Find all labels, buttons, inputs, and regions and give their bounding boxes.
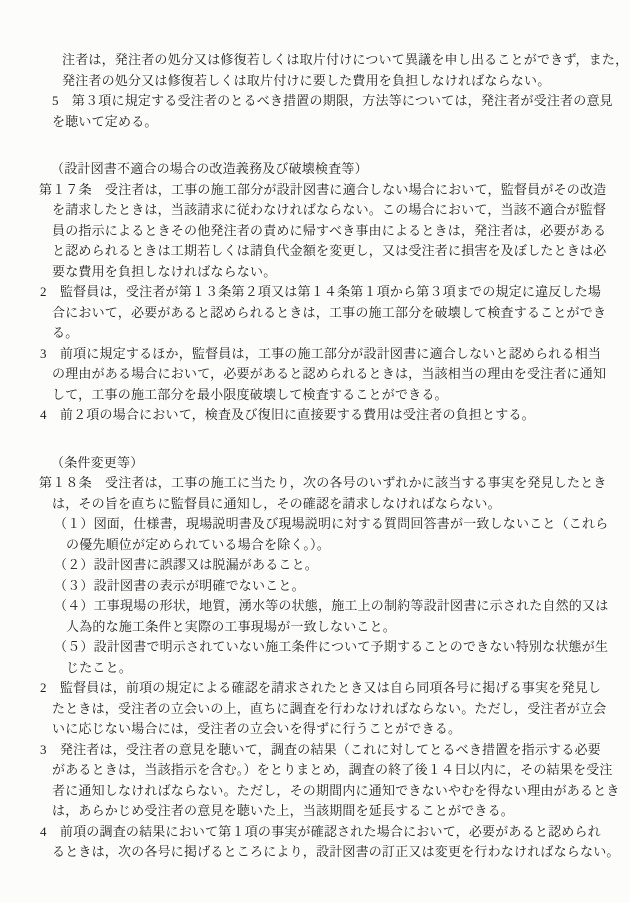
text-line: 3 発注者は，受注者の意見を聴いて，調査の結果（これに対してとるべき措置を指示する必要 [40, 741, 601, 757]
text-line: （条件変更等） [51, 454, 144, 470]
text-line: （５）設計図書で明示されていない施工条件について予期することのできない特別な状態が生 [54, 639, 609, 654]
text-line: 4 前項の調査の結果において第１項の事実が確認された場合において，必要があると認められ [40, 823, 601, 839]
text-line: 人為的な施工条件と実際の工事現場が一致しないこと。 [66, 618, 397, 634]
text-line: たときは，受注者の立会いの上，直ちに調査を行わなければならない。ただし，受注者が立会 [52, 700, 607, 716]
text-line: いに応じない場合には，受注者の立会いを得ずに行うことができる。 [52, 721, 462, 736]
text-line: して，工事の施工部分を最小限度破壊して検査することができる。 [52, 386, 448, 402]
blank-line [0, 426, 630, 453]
text-line: る。 [52, 325, 79, 340]
text-line: があるときは，当該指示を含む。）をとりまとめ，調査の終了後１４日以内に，その結果を受注 [52, 762, 613, 777]
text-line: を請求したときは，当該請求に従わなければならない。この場合において，当該不適合が監督 [52, 202, 607, 217]
text-line: （１）図面，仕様書，現場説明書及び現場説明に対する質問回答書が一致しないこと（これら [54, 516, 609, 531]
text-line: 員の指示によるときその他発注者の責めに帰すべき事由によるときは，発注者は，必要がある [52, 222, 607, 238]
text-line: （２）設計図書に誤謬又は脱漏があること。 [54, 557, 319, 572]
text-line: 者に通知しなければならない。ただし，その期間内に通知できないやむを得ない理由があるとき [52, 782, 620, 798]
text-line: 発注者の処分又は修復若しくは取片付けに要した費用を負担しなければならない。 [62, 72, 551, 88]
text-line: 注者は，発注者の処分又は修復若しくは取片付けについて異議を申し出ることができず，また， [62, 52, 629, 67]
text-line: を聴いて定める。 [52, 113, 158, 129]
text-line: るときは，次の各号に掲げるところにより，設計図書の訂正又は変更を行わなければならない。 [52, 844, 620, 859]
text-line: 要な費用を負担しなければならない。 [52, 263, 277, 279]
text-line: （４）工事現場の形状，地質，湧水等の状態，施工上の制約等設計図書に示された自然的又は [54, 598, 609, 613]
text-line: は，あらかじめ受注者の意見を聴いた上，当該期間を延長することができる。 [52, 803, 515, 818]
blank-line [0, 132, 630, 159]
text-line: 2 監督員は，前項の規定による確認を請求されたとき又は自ら同項各号に掲げる事実を発見し [40, 680, 602, 695]
text-line: の理由がある場合において，必要があると認められるときは，当該相当の理由を受注者に通知 [52, 366, 607, 381]
text-line: （設計図書不適合の場合の改造義務及び破壊検査等） [51, 161, 368, 176]
text-line: じたこと。 [66, 659, 133, 675]
text-line: 5 第３項に規定する受注者のとるべき措置の期限，方法等については，発注者が受注者の意見 [52, 93, 613, 108]
text-line: 第１８条 受注者は，工事の施工に当たり，次の各号のいずれかに該当する事実を発見したとき [39, 475, 607, 490]
text-line: 4 前２項の場合において，検査及び復旧に直接要する費用は受注者の負担とする。 [40, 407, 535, 422]
text-line: 合において，必要があると認められるときは，工事の施工部分を破壊して検査することができ [52, 304, 607, 320]
text-line: 第１７条 受注者は，工事の施工部分が設計図書に適合しない場合において，監督員がその改造 [39, 181, 607, 197]
text-line: 3 前項に規定するほか，監督員は，工事の施工部分が設計図書に適合しないと認められる相当 [40, 345, 602, 361]
text-line: と認められるときは工期若しくは請負代金額を変更し，又は受注者に損害を及ぼしたときは必 [52, 243, 607, 258]
text-line: は，その旨を直ちに監督員に通知し，その確認を請求しなければならない。 [52, 495, 501, 511]
text-line: 2 監督員は，受注者が第１３条第２項又は第１４条第１項から第３項までの規定に違反した場 [40, 284, 602, 299]
text-line: （３）設計図書の表示が明確でないこと。 [54, 577, 305, 593]
text-line: の優先順位が定められている場合を除く。）。 [66, 536, 330, 552]
